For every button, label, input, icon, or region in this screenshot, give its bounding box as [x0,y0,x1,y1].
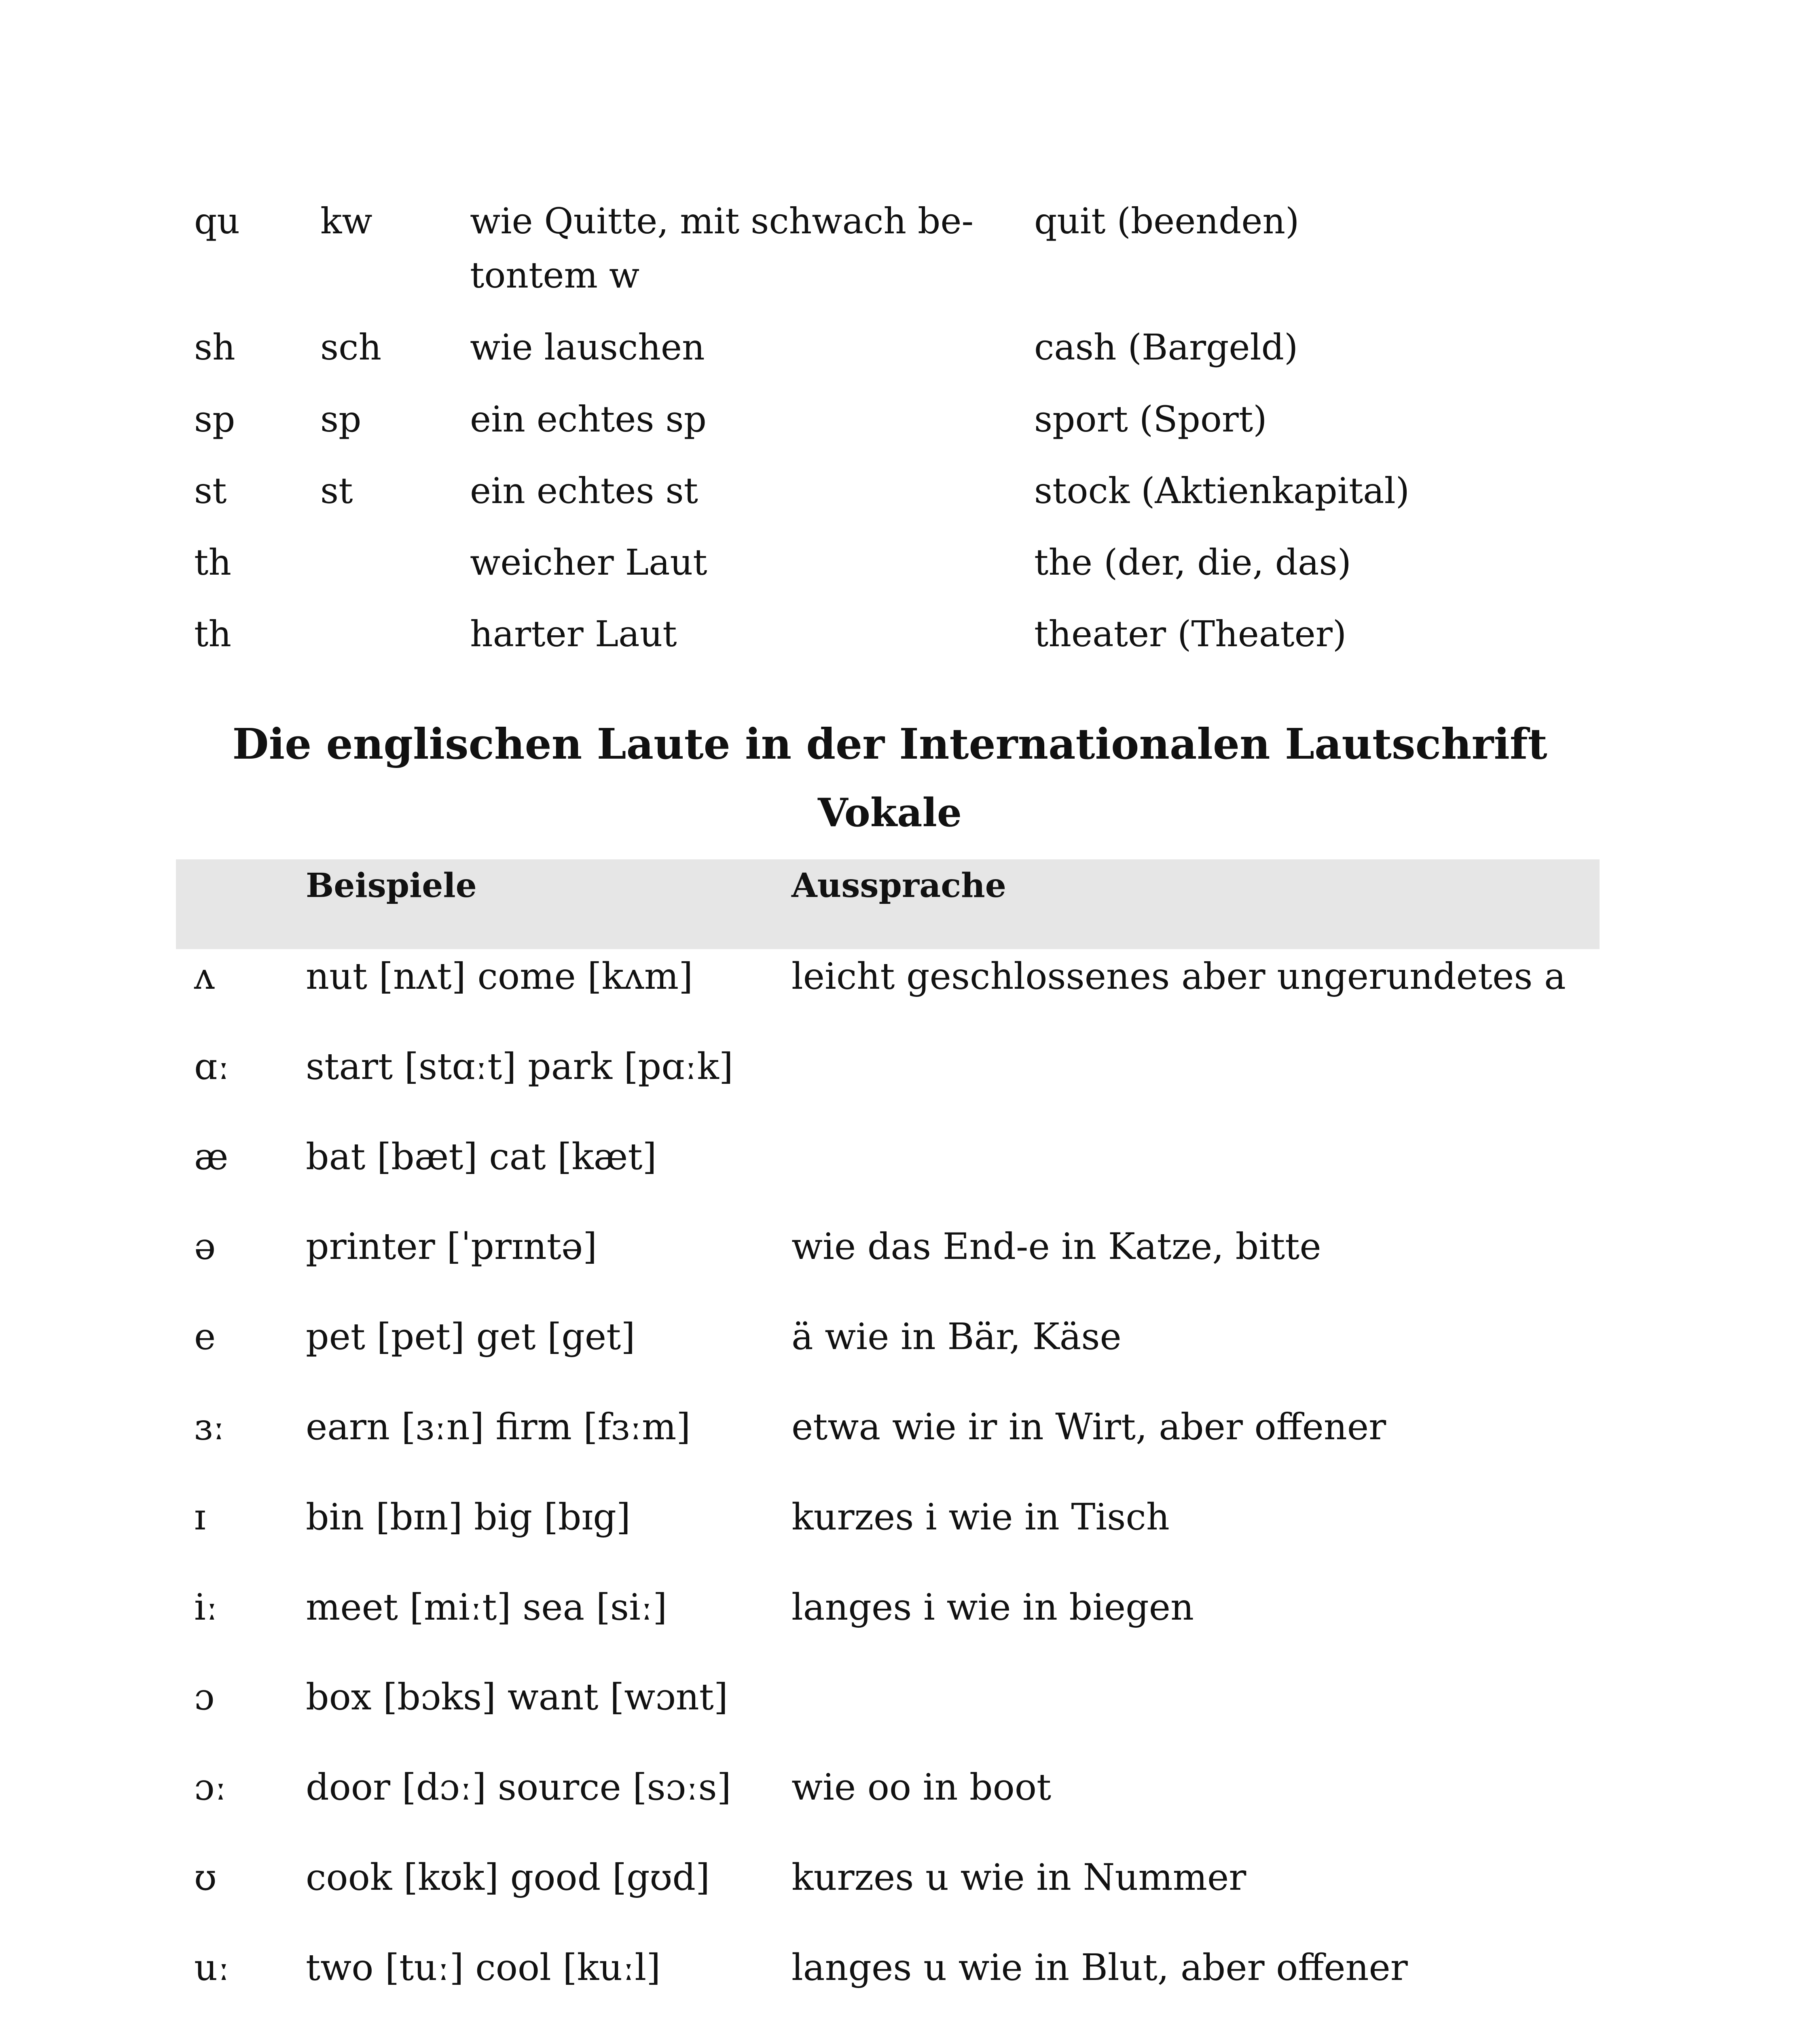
consonant-example: theater (Theater) [1034,613,1347,655]
consonant-description: ein echtes sp [470,398,707,440]
section-title: Die englischen Laute in der Internationalen Lautschrift [232,719,1547,769]
vowel-example: start [stɑːt] park [pɑːk] [306,1045,733,1088]
vowel-symbol: iː [194,1586,218,1629]
vowel-symbol: ʌ [194,955,215,998]
vowel-example: bin [bɪn] big [bɪg] [306,1496,631,1538]
vowel-symbol: ɔː [194,1766,227,1808]
vowel-example: printer [ˈprɪntə] [306,1225,597,1268]
vowel-symbol: æ [194,1136,229,1178]
consonant-sound: sch [320,326,382,368]
vowel-symbol: ə [194,1225,216,1268]
consonant-example: the (der, die, das) [1034,541,1351,583]
vowel-symbol: e [194,1316,216,1358]
vowel-example: door [dɔː] source [sɔːs] [306,1766,731,1808]
consonant-letter: th [194,541,232,583]
vowel-pronunciation: wie oo in boot [791,1766,1052,1808]
vowel-pronunciation: wie das End-e in Katze, bitte [791,1225,1321,1268]
vowel-pronunciation: ä wie in Bär, Käse [791,1316,1122,1358]
consonant-example: quit (beenden) [1034,200,1299,242]
vowel-symbol: ɜː [194,1406,225,1448]
vowel-symbol: uː [194,1946,230,1989]
vowel-symbol: ɔ [194,1676,215,1718]
vowel-example: bat [bæt] cat [kæt] [306,1136,657,1178]
vowel-example: two [tuː] cool [kuːl] [306,1946,661,1989]
vowel-example: pet [pet] get [get] [306,1316,635,1358]
consonant-letter: qu [194,200,240,242]
vowel-pronunciation: langes i wie in biegen [791,1586,1194,1629]
consonant-example: cash (Bargeld) [1034,326,1298,368]
consonant-description: harter Laut [470,613,677,655]
vowel-example: meet [miːt] sea [siː] [306,1586,667,1629]
consonant-example: stock (Aktienkapital) [1034,470,1410,512]
consonant-letter: sp [194,398,235,440]
vowel-pronunciation: langes u wie in Blut, aber offener [791,1946,1408,1989]
vowel-pronunciation: kurzes i wie in Tisch [791,1496,1170,1538]
consonant-letter: th [194,613,232,655]
header-examples: Beispiele [306,866,477,905]
vowel-example: box [bɔks] want [wɔnt] [306,1676,728,1718]
vowels-subtitle: Vokale [818,790,962,835]
vowel-example: nut [nʌt] come [kʌm] [306,955,693,998]
vowel-pronunciation: leicht geschlossenes aber ungerundetes a [791,955,1566,998]
vowel-symbol: ʊ [194,1856,217,1899]
vowel-symbol: ɑː [194,1045,230,1088]
vowel-symbol: ɪ [194,1496,206,1538]
consonant-description: wie Quitte, mit schwach be- tontem w [470,200,974,296]
vowel-example: earn [ɜːn] firm [fɜːm] [306,1406,691,1448]
consonant-sound: sp [320,398,362,440]
consonant-letter: st [194,470,227,512]
consonant-description: ein echtes st [470,470,698,512]
vowel-pronunciation: kurzes u wie in Nummer [791,1856,1246,1899]
consonant-example: sport (Sport) [1034,398,1267,440]
vowel-example: cook [kʊk] good [gʊd] [306,1856,710,1899]
vowel-pronunciation: etwa wie ir in Wirt, aber offener [791,1406,1386,1448]
consonant-description: wie lauschen [470,326,705,368]
consonant-sound: st [320,470,353,512]
consonant-sound: kw [320,200,372,242]
consonant-description: weicher Laut [470,541,707,583]
header-pronunciation: Aussprache [791,866,1006,905]
consonant-letter: sh [194,326,235,368]
